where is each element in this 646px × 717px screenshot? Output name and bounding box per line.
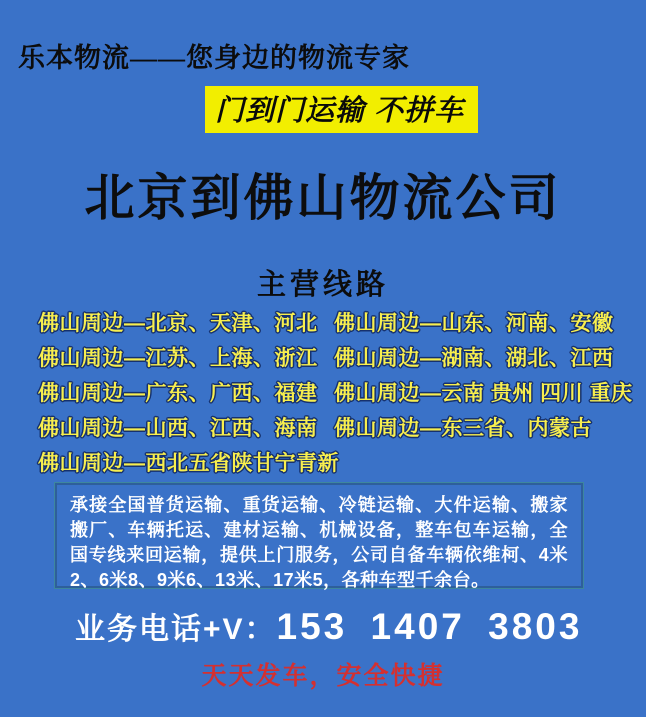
page-title: 北京到佛山物流公司 xyxy=(84,170,562,226)
route-item: 佛山周边—江苏、上海、浙江 xyxy=(38,347,318,370)
phone-number: 153 1407 3803 xyxy=(276,606,583,647)
routes-right-column xyxy=(334,306,639,446)
route-item: 佛山周边—广东、广西、福建 xyxy=(38,382,318,405)
route-item: 佛山周边—北京、天津、河北 xyxy=(38,312,318,335)
routes-left-column xyxy=(38,306,339,481)
route-item: 佛山周边—湖南、湖北、江西 xyxy=(334,347,614,370)
brand-tagline: 乐本物流——您身边的物流专家 xyxy=(18,43,410,73)
footer-slogan: 天天发车，安全快捷 xyxy=(201,663,445,690)
route-item: 佛山周边—云南 贵州 四川 重庆 xyxy=(334,382,633,405)
services-box xyxy=(55,483,583,588)
routes-heading: 主营线路 xyxy=(256,269,389,301)
route-item: 佛山周边—山东、河南、安徽 xyxy=(334,312,614,335)
route-item: 佛山周边—山西、江西、海南 xyxy=(38,417,318,440)
contact-label: 业务电话+V： xyxy=(75,613,277,646)
route-item: 佛山周边—东三省、内蒙古 xyxy=(334,417,592,440)
services-text: 承接全国普货运输、重货运输、冷链运输、大件运输、搬家搬厂、车辆托运、建材运输、机械设备，整车包车运输，全国专线来回运输，提供上门服务，公司自备车辆依维柯、4米2、6米8、9米6、13米、17米5，各种车型千余台。 xyxy=(70,495,568,590)
contact-line xyxy=(75,604,582,648)
door-to-door-badge: 门到门运输 不拼车 xyxy=(205,86,478,133)
route-item: 佛山周边—西北五省陕甘宁青新 xyxy=(38,452,339,475)
